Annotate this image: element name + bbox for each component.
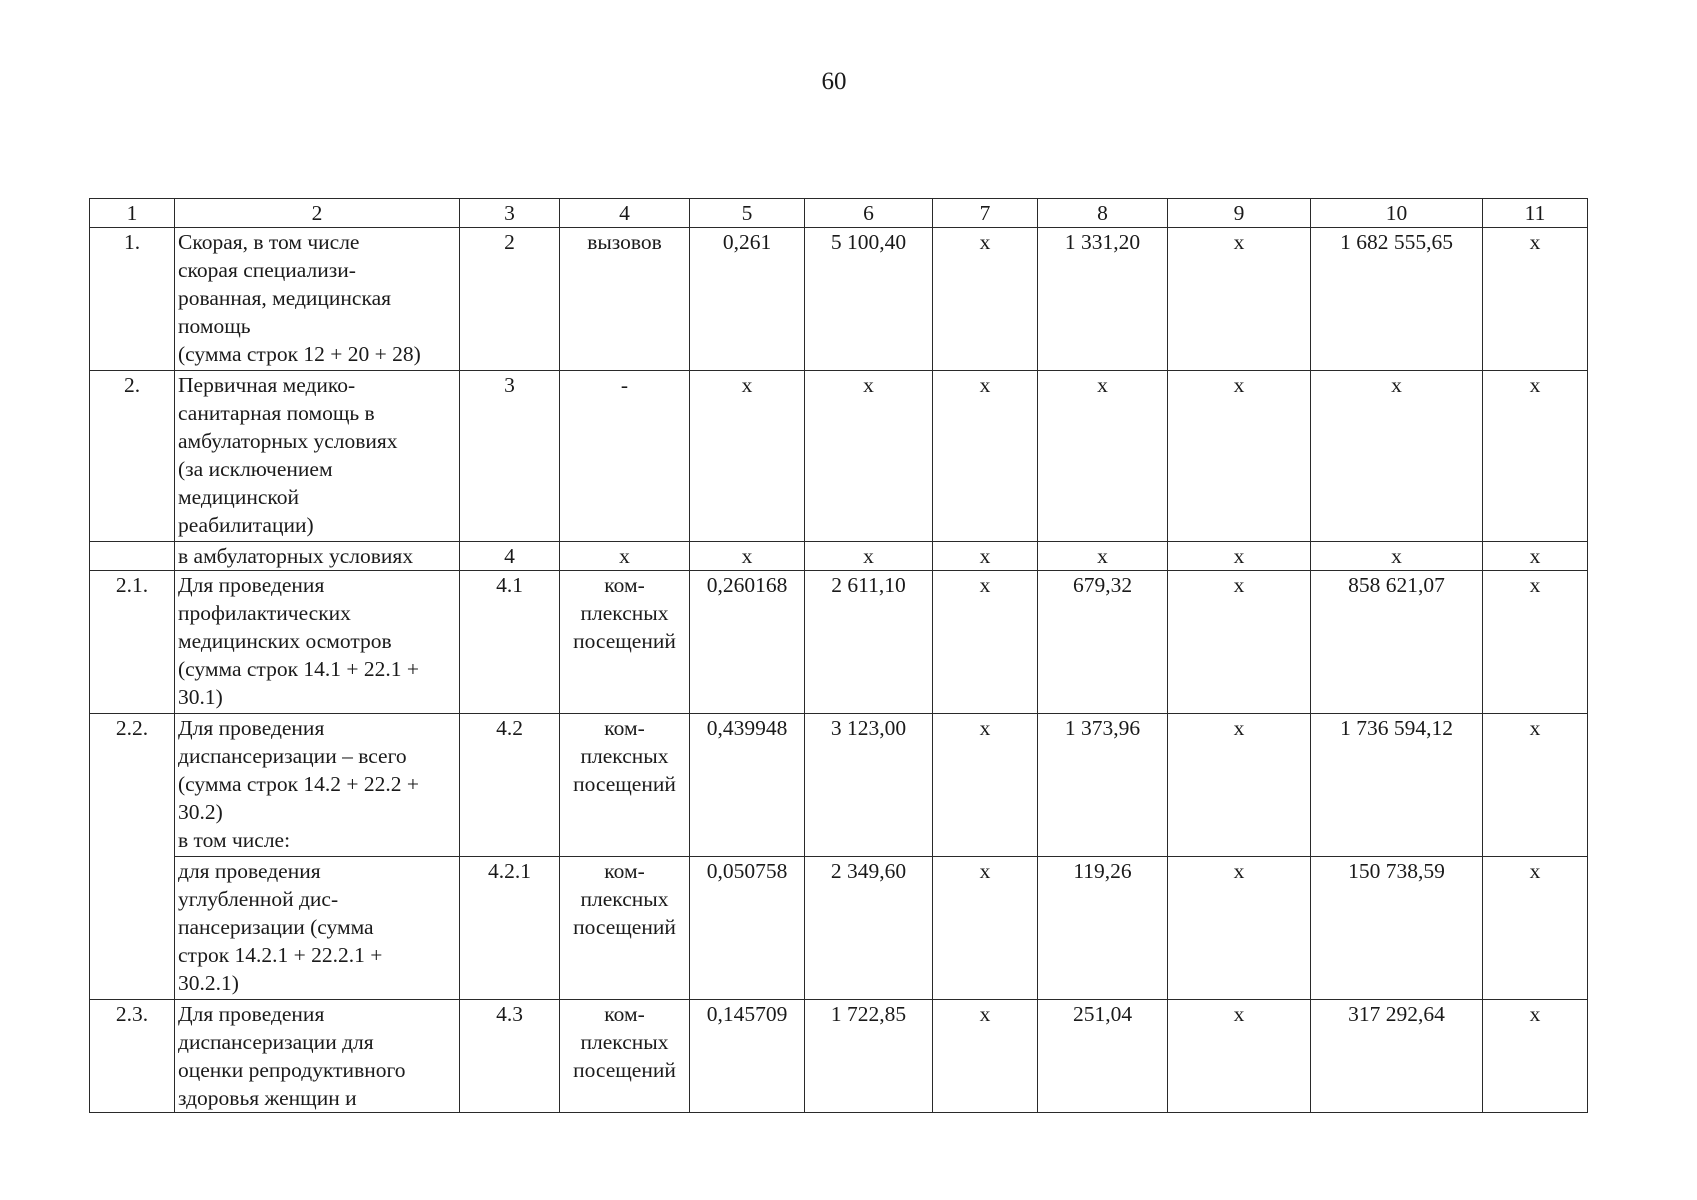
col-6: 2 349,60 xyxy=(805,857,933,1000)
col-10: х xyxy=(1311,371,1483,542)
col-8: 119,26 xyxy=(1038,857,1168,1000)
table-row xyxy=(90,714,1588,857)
col-8: 679,32 xyxy=(1038,571,1168,714)
col-7: х xyxy=(933,1000,1038,1113)
col-8: х xyxy=(1038,542,1168,571)
col-9: х xyxy=(1168,1000,1311,1113)
row-number xyxy=(90,542,175,571)
row-number: 2.2. xyxy=(90,714,175,1000)
col-9: х xyxy=(1168,371,1311,542)
unit: вызовов xyxy=(560,228,690,371)
col-9: х xyxy=(1168,857,1311,1000)
row-name: Для проведения профилактических медицинских осмотров (сумма строк 14.1 + 22.1 + 30.1) xyxy=(175,571,460,714)
data-table xyxy=(89,198,1588,1113)
row-number: 2.3. xyxy=(90,1000,175,1113)
unit: ком- плексных посещений xyxy=(560,714,690,857)
header-cell: 6 xyxy=(805,199,933,228)
table-row xyxy=(90,371,1588,542)
unit: - xyxy=(560,371,690,542)
col-8: 251,04 xyxy=(1038,1000,1168,1113)
col-10: х xyxy=(1311,542,1483,571)
header-cell: 1 xyxy=(90,199,175,228)
col-11: х xyxy=(1483,228,1588,371)
unit: ком- плексных посещений xyxy=(560,1000,690,1113)
col-6: х xyxy=(805,542,933,571)
col-5: 0,050758 xyxy=(690,857,805,1000)
table-row xyxy=(90,857,1588,1000)
unit: ком- плексных посещений xyxy=(560,857,690,1000)
unit: х xyxy=(560,542,690,571)
row-name: для проведения углубленной дис- пансеризации (сумма строк 14.2.1 + 22.2.1 + 30.2.1) xyxy=(175,857,460,1000)
col-11: х xyxy=(1483,371,1588,542)
row-number: 1. xyxy=(90,228,175,371)
col-10: 150 738,59 xyxy=(1311,857,1483,1000)
col-7: х xyxy=(933,714,1038,857)
header-cell: 8 xyxy=(1038,199,1168,228)
header-cell: 5 xyxy=(690,199,805,228)
col-7: х xyxy=(933,371,1038,542)
header-cell: 11 xyxy=(1483,199,1588,228)
table-row xyxy=(90,542,1588,571)
col-8: 1 331,20 xyxy=(1038,228,1168,371)
col-9: х xyxy=(1168,542,1311,571)
col-11: х xyxy=(1483,1000,1588,1113)
line-code: 4.2 xyxy=(460,714,560,857)
col-5: х xyxy=(690,371,805,542)
line-code: 4.2.1 xyxy=(460,857,560,1000)
row-name: Первичная медико- санитарная помощь в амбулаторных условиях (за исключением медицинской реабилитации) xyxy=(175,371,460,542)
header-cell: 10 xyxy=(1311,199,1483,228)
header-cell: 9 xyxy=(1168,199,1311,228)
row-name: в амбулаторных условиях xyxy=(175,542,460,571)
col-5: 0,145709 xyxy=(690,1000,805,1113)
header-row xyxy=(90,199,1588,228)
unit: ком- плексных посещений xyxy=(560,571,690,714)
col-11: х xyxy=(1483,857,1588,1000)
col-9: х xyxy=(1168,714,1311,857)
line-code: 4.3 xyxy=(460,1000,560,1113)
col-10: 1 682 555,65 xyxy=(1311,228,1483,371)
col-6: 2 611,10 xyxy=(805,571,933,714)
col-5: 0,261 xyxy=(690,228,805,371)
page-number: 60 xyxy=(821,68,847,95)
col-8: 1 373,96 xyxy=(1038,714,1168,857)
col-9: х xyxy=(1168,228,1311,371)
header-cell: 2 xyxy=(175,199,460,228)
header-cell: 7 xyxy=(933,199,1038,228)
line-code: 2 xyxy=(460,228,560,371)
col-10: 317 292,64 xyxy=(1311,1000,1483,1113)
col-9: х xyxy=(1168,571,1311,714)
table-row xyxy=(90,571,1588,714)
col-6: 5 100,40 xyxy=(805,228,933,371)
col-11: х xyxy=(1483,714,1588,857)
header-cell: 3 xyxy=(460,199,560,228)
table-row xyxy=(90,228,1588,371)
row-name: Для проведения диспансеризации для оценки репродуктивного здоровья женщин и xyxy=(175,1000,460,1113)
col-10: 858 621,07 xyxy=(1311,571,1483,714)
col-7: х xyxy=(933,228,1038,371)
col-7: х xyxy=(933,542,1038,571)
col-5: х xyxy=(690,542,805,571)
col-7: х xyxy=(933,857,1038,1000)
line-code: 4.1 xyxy=(460,571,560,714)
row-number: 2. xyxy=(90,371,175,542)
header-cell: 4 xyxy=(560,199,690,228)
table-row xyxy=(90,1000,1588,1113)
row-name: Для проведения диспансеризации – всего (сумма строк 14.2 + 22.2 + 30.2) в том числе: xyxy=(175,714,460,857)
col-5: 0,260168 xyxy=(690,571,805,714)
row-number: 2.1. xyxy=(90,571,175,714)
row-name: Скорая, в том числе скорая специализи- рованная, медицинская помощь (сумма строк 12 + 20 + 28) xyxy=(175,228,460,371)
line-code: 3 xyxy=(460,371,560,542)
col-10: 1 736 594,12 xyxy=(1311,714,1483,857)
line-code: 4 xyxy=(460,542,560,571)
col-6: 3 123,00 xyxy=(805,714,933,857)
col-5: 0,439948 xyxy=(690,714,805,857)
col-6: 1 722,85 xyxy=(805,1000,933,1113)
col-11: х xyxy=(1483,542,1588,571)
col-11: х xyxy=(1483,571,1588,714)
col-6: х xyxy=(805,371,933,542)
col-8: х xyxy=(1038,371,1168,542)
col-7: х xyxy=(933,571,1038,714)
